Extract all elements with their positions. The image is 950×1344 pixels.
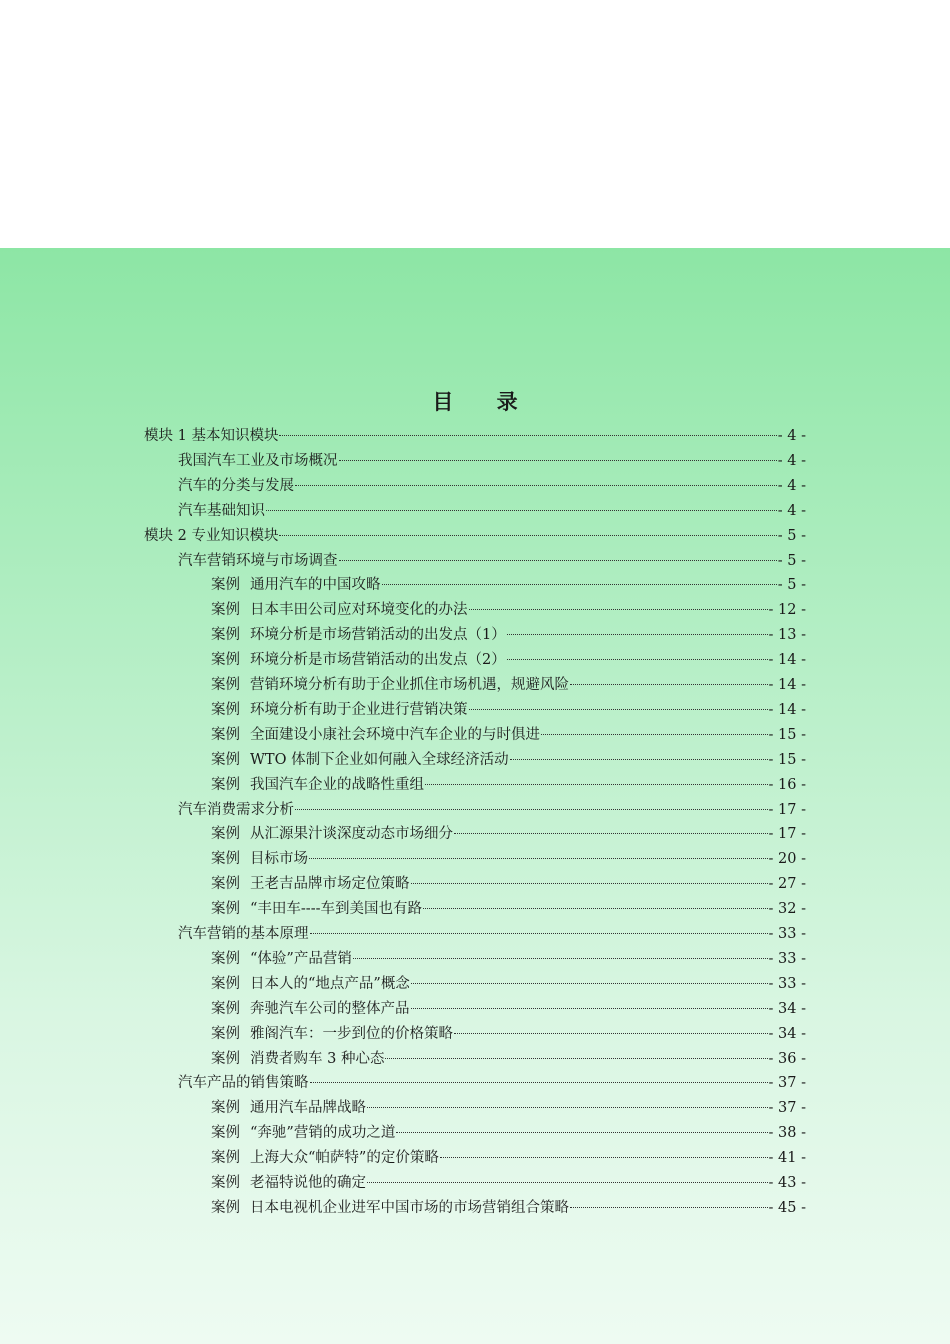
- toc-page-number: - 33 -: [768, 975, 806, 992]
- toc-page-number: - 41 -: [768, 1150, 806, 1167]
- case-prefix: 案例: [211, 751, 240, 768]
- toc-entry-text: 汽车产品的销售策略: [178, 1075, 309, 1092]
- toc-page-number: - 4 -: [777, 477, 806, 494]
- toc-entry[interactable]: [178, 474, 806, 498]
- toc-entry-text: 王老吉品牌市场定位策略: [250, 876, 410, 893]
- dot-leader: [266, 510, 777, 511]
- toc-page-number: - 14 -: [768, 701, 806, 718]
- dot-leader: [423, 908, 768, 909]
- toc-title: 目 录: [432, 389, 536, 414]
- dot-leader: [279, 535, 776, 536]
- toc-entry[interactable]: [211, 897, 806, 921]
- toc-page-number: - 4 -: [777, 502, 806, 519]
- toc-entry[interactable]: [211, 1047, 806, 1071]
- case-prefix: 案例: [211, 1100, 240, 1117]
- case-prefix: 案例: [211, 776, 240, 793]
- toc-entry[interactable]: [144, 424, 806, 448]
- dot-leader: [507, 634, 768, 635]
- toc-entry[interactable]: [211, 1171, 806, 1195]
- toc-entry-text: 环境分析是市场营销活动的出发点（1）: [250, 627, 506, 644]
- case-prefix: 案例: [211, 901, 240, 918]
- dot-leader: [411, 883, 768, 884]
- toc-page-number: - 15 -: [768, 751, 806, 768]
- toc-page-number: - 45 -: [768, 1199, 806, 1216]
- toc-entry-text: 雅阁汽车：一步到位的价格策略: [250, 1025, 453, 1042]
- case-prefix: 案例: [211, 1025, 240, 1042]
- case-prefix: 案例: [211, 1050, 240, 1067]
- toc-entry-text: 汽车基础知识: [178, 502, 265, 519]
- dot-leader: [279, 435, 776, 436]
- dot-leader: [310, 933, 768, 934]
- toc-entry[interactable]: [178, 1071, 806, 1095]
- toc-entry[interactable]: [211, 673, 806, 697]
- toc-entry[interactable]: [211, 972, 806, 996]
- toc-entry-text: 汽车的分类与发展: [178, 477, 294, 494]
- toc-page-number: - 5 -: [777, 552, 806, 569]
- case-prefix: 案例: [211, 826, 240, 843]
- toc-page-number: - 17 -: [768, 826, 806, 843]
- toc-entry-text: 老福特说他的确定: [250, 1175, 366, 1191]
- toc-entry[interactable]: [211, 748, 806, 772]
- toc-page-number: - 13 -: [768, 627, 806, 644]
- dot-leader: [507, 659, 768, 660]
- dot-leader: [570, 1207, 768, 1208]
- case-prefix: 案例: [211, 1199, 240, 1216]
- case-prefix: 案例: [211, 876, 240, 893]
- toc-page-number: - 16 -: [768, 776, 806, 793]
- toc-entry[interactable]: [211, 573, 806, 597]
- toc-page-number: - 14 -: [768, 677, 806, 693]
- dot-leader: [425, 784, 768, 785]
- toc-page-number: - 15 -: [768, 726, 806, 743]
- toc-entry[interactable]: [211, 1022, 806, 1046]
- case-prefix: 案例: [211, 1150, 240, 1167]
- toc-page-number: - 4 -: [777, 452, 806, 469]
- toc-entry[interactable]: [211, 723, 806, 747]
- dot-leader: [541, 734, 768, 735]
- dot-leader: [469, 709, 768, 710]
- case-prefix: 案例: [211, 677, 240, 693]
- toc-entry[interactable]: [211, 1196, 806, 1220]
- toc-page-number: - 33 -: [768, 950, 806, 967]
- dot-leader: [367, 1182, 768, 1183]
- toc-page-number: - 32 -: [768, 901, 806, 918]
- dot-leader: [510, 759, 768, 760]
- toc-page-number: - 43 -: [768, 1175, 806, 1191]
- toc-entry-text: 日本丰田公司应对环境变化的办法: [250, 602, 468, 619]
- case-prefix: 案例: [211, 627, 240, 644]
- toc-entry-text: 环境分析有助于企业进行营销决策: [250, 701, 468, 718]
- dot-leader: [570, 684, 768, 685]
- toc-entry-text: 模块 2 专业知识模块: [144, 527, 279, 544]
- dot-leader: [309, 858, 768, 859]
- toc-page-number: - 17 -: [768, 801, 806, 818]
- toc-entry-text: 消费者购车 3 种心态: [250, 1050, 385, 1067]
- toc-page-number: - 5 -: [777, 527, 806, 544]
- toc-entry[interactable]: [178, 922, 806, 946]
- toc-page-number: - 34 -: [768, 1000, 806, 1017]
- toc-entry[interactable]: [211, 1121, 806, 1145]
- toc-entry-text: WTO 体制下企业如何融入全球经济活动: [250, 751, 509, 768]
- toc-page-number: - 5 -: [777, 577, 806, 594]
- dot-leader: [454, 1033, 768, 1034]
- toc-entry[interactable]: [178, 449, 806, 473]
- case-prefix: 案例: [211, 652, 240, 669]
- toc-entry-text: 日本电视机企业进军中国市场的市场营销组合策略: [250, 1199, 569, 1216]
- toc-entry-text: 从汇源果汁谈深度动态市场细分: [250, 826, 453, 843]
- toc-entry[interactable]: [211, 623, 806, 647]
- case-prefix: 案例: [211, 851, 240, 868]
- dot-leader: [295, 809, 768, 810]
- case-prefix: 案例: [211, 1125, 240, 1142]
- toc-page-number: - 37 -: [768, 1100, 806, 1117]
- toc-entry-text: 我国汽车工业及市场概况: [178, 452, 338, 469]
- toc-page-number: - 14 -: [768, 652, 806, 669]
- case-prefix: 案例: [211, 1000, 240, 1017]
- dot-leader: [339, 460, 777, 461]
- toc-entry-text: 汽车营销的基本原理: [178, 926, 309, 942]
- toc-entry[interactable]: [211, 847, 806, 871]
- toc-entry[interactable]: [211, 698, 806, 722]
- toc-page-number: - 34 -: [768, 1025, 806, 1042]
- toc-entry[interactable]: [178, 499, 806, 523]
- dot-leader: [382, 584, 777, 585]
- case-prefix: 案例: [211, 602, 240, 619]
- dot-leader: [411, 1008, 768, 1009]
- toc-page-number: - 12 -: [768, 602, 806, 619]
- toc-entry-text: 营销环境分析有助于企业抓住市场机遇，规避风险: [250, 677, 569, 693]
- case-prefix: 案例: [211, 950, 240, 967]
- toc-page-number: - 20 -: [768, 851, 806, 868]
- toc-entry-text: “体验”产品营销: [250, 950, 352, 967]
- dot-leader: [339, 560, 777, 561]
- toc-entry-text: 汽车消费需求分析: [178, 801, 294, 818]
- toc-entry-text: 上海大众“帕萨特”的定价策略: [250, 1150, 439, 1167]
- toc-entry[interactable]: [211, 872, 806, 896]
- dot-leader: [411, 983, 768, 984]
- toc-entry[interactable]: [211, 822, 806, 846]
- toc-page-number: - 27 -: [768, 876, 806, 893]
- toc-entry-text: 汽车营销环境与市场调查: [178, 552, 338, 569]
- case-prefix: 案例: [211, 577, 240, 594]
- dot-leader: [440, 1157, 768, 1158]
- toc-entry-text: 奔驰汽车公司的整体产品: [250, 1000, 410, 1017]
- toc-entry-text: 模块 1 基本知识模块: [144, 428, 279, 444]
- blank-page-area: [0, 0, 950, 248]
- toc-entry[interactable]: [211, 997, 806, 1021]
- toc-entry[interactable]: [211, 773, 806, 797]
- dot-leader: [385, 1058, 767, 1059]
- toc-entry[interactable]: [144, 524, 806, 548]
- case-prefix: 案例: [211, 1175, 240, 1191]
- case-prefix: 案例: [211, 726, 240, 743]
- toc-entry-text: 日本人的“地点产品”概念: [250, 975, 410, 992]
- toc-entry[interactable]: [211, 1096, 806, 1120]
- toc-entry-text: 环境分析是市场营销活动的出发点（2）: [250, 652, 506, 669]
- toc-entry[interactable]: [211, 598, 806, 622]
- dot-leader: [396, 1132, 767, 1133]
- toc-entry-text: “丰田车----车到美国也有路: [250, 901, 423, 918]
- toc-page-number: - 37 -: [768, 1075, 806, 1092]
- dot-leader: [353, 958, 768, 959]
- toc-entry[interactable]: [178, 798, 806, 822]
- toc-page-number: - 36 -: [768, 1050, 806, 1067]
- toc-entry-text: “奔驰”营销的成功之道: [250, 1125, 396, 1142]
- toc-page-number: - 38 -: [768, 1125, 806, 1142]
- case-prefix: 案例: [211, 701, 240, 718]
- toc-page-number: - 4 -: [777, 428, 806, 444]
- dot-leader: [295, 485, 777, 486]
- toc-entry-text: 我国汽车企业的战略性重组: [250, 776, 424, 793]
- toc-entry[interactable]: [178, 549, 806, 573]
- toc-page-number: - 33 -: [768, 926, 806, 942]
- dot-leader: [454, 833, 768, 834]
- toc-entry[interactable]: [211, 648, 806, 672]
- toc-entry-text: 通用汽车品牌战略: [250, 1100, 366, 1117]
- dot-leader: [310, 1082, 768, 1083]
- toc-entry-text: 全面建设小康社会环境中汽车企业的与时俱进: [250, 726, 540, 743]
- dot-leader: [367, 1107, 768, 1108]
- toc-entry-text: 通用汽车的中国攻略: [250, 577, 381, 594]
- toc-entry[interactable]: [211, 947, 806, 971]
- case-prefix: 案例: [211, 975, 240, 992]
- toc-entry[interactable]: [211, 1146, 806, 1170]
- toc-entry-text: 目标市场: [250, 851, 308, 868]
- dot-leader: [469, 609, 768, 610]
